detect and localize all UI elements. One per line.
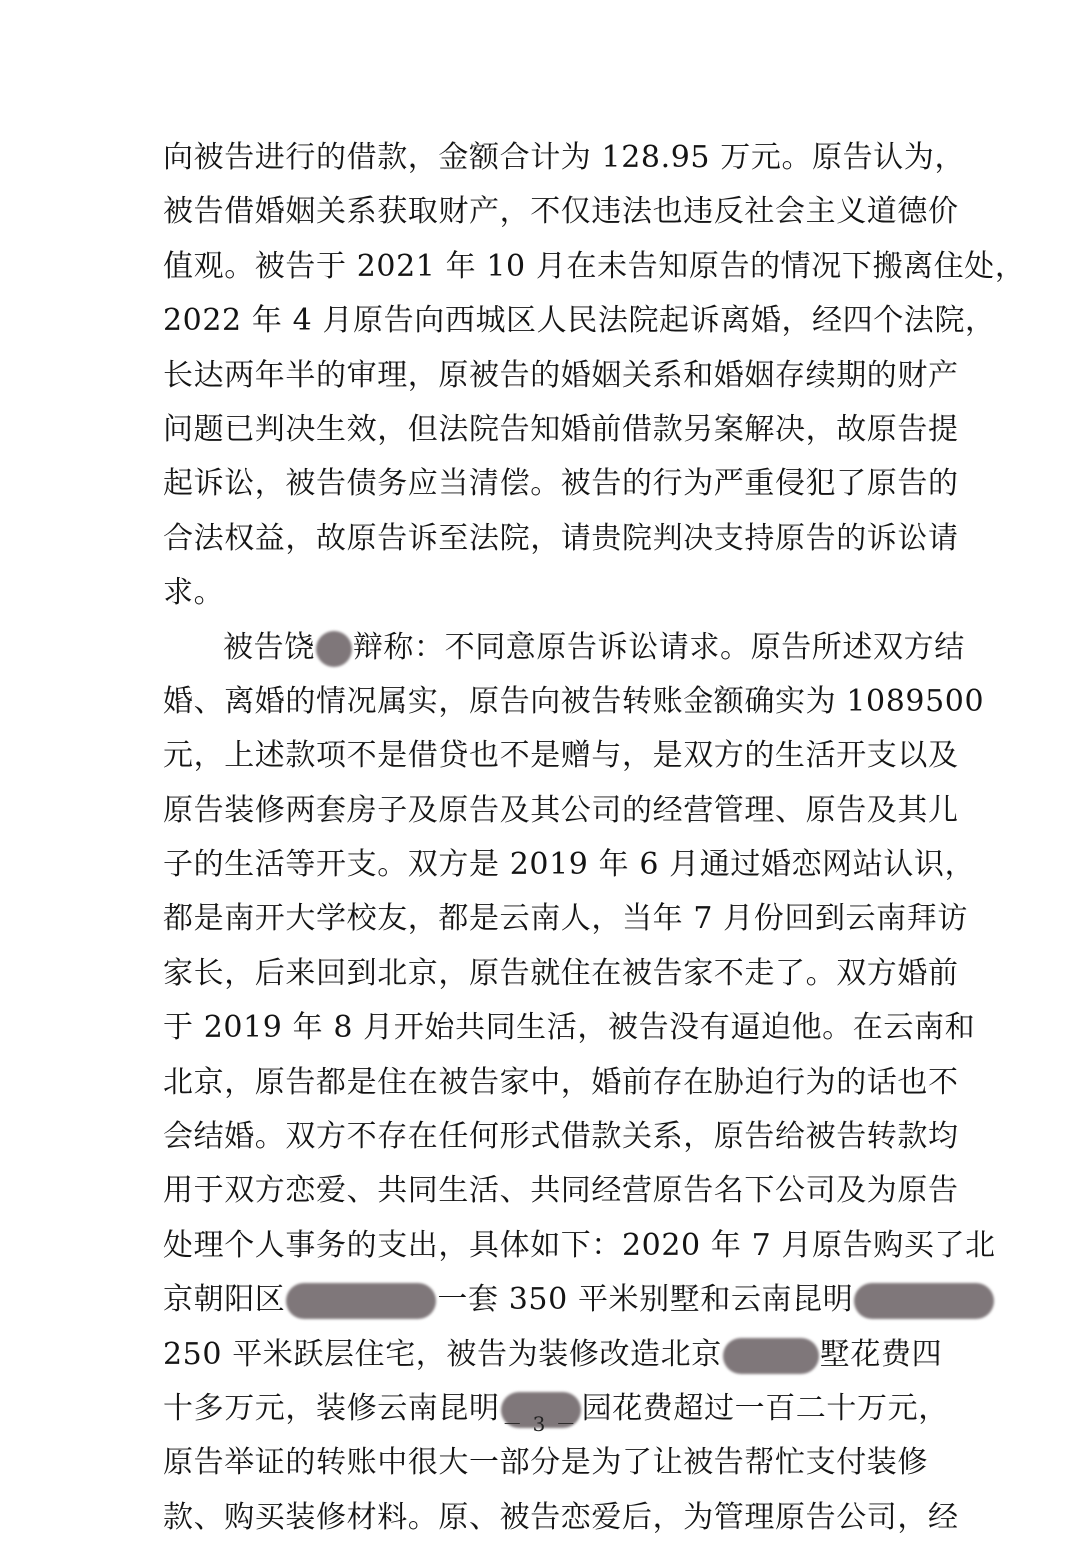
text-line-with-redaction xyxy=(163,1273,923,1327)
text-line: 元，上述款项不是借贷也不是赠与，是双方的生活开支以及 xyxy=(163,738,959,774)
text-line: 会结婚。双方不存在任何形式借款关系，原告给被告转款均 xyxy=(163,1119,959,1155)
text-line: 原告装修两套房子及原告及其公司的经营管理、原告及其儿 xyxy=(163,792,959,828)
text-line: 问题已判决生效，但法院告知婚前借款另案解决，故原告提 xyxy=(163,411,959,447)
body-text xyxy=(163,131,1026,1545)
text-line: 2022 年 4 月原告向西城区人民法院起诉离婚，经四个法院， xyxy=(163,303,996,339)
page-number: － 3 － xyxy=(502,1412,578,1436)
text-line: 起诉讼，被告债务应当清偿。被告的行为严重侵犯了原告的 xyxy=(163,466,959,502)
redaction-mark xyxy=(854,1283,994,1319)
text-line: 用于双方恋爱、共同生活、共同经营原告名下公司及为原告 xyxy=(163,1173,959,1209)
text-segment: 一套 350 平米别墅和云南昆明 xyxy=(437,1282,854,1318)
text-segment: 园花费超过一百二十万元， xyxy=(581,1390,949,1426)
text-line: 款、购买装修材料。原、被告恋爱后，为管理原告公司，经 xyxy=(163,1499,959,1535)
text-line: 家长，后来回到北京，原告就住在被告家不走了。双方婚前 xyxy=(163,955,959,991)
text-line: 于 2019 年 8 月开始共同生活，被告没有逼迫他。在云南和 xyxy=(163,1010,976,1046)
text-segment: 墅花费四 xyxy=(819,1336,943,1372)
text-line: 婚、离婚的情况属实，原告向被告转账金额确实为 1089500 xyxy=(163,683,985,719)
text-line: 长达两年半的审理，原被告的婚姻关系和婚姻存续期的财产 xyxy=(163,357,959,393)
text-line: 值观。被告于 2021 年 10 月在未告知原告的情况下搬离住处， xyxy=(163,248,1026,284)
redaction-mark xyxy=(286,1283,436,1319)
redaction-mark xyxy=(723,1338,819,1374)
text-line: 向被告进行的借款，金额合计为 128.95 万元。原告认为， xyxy=(163,140,966,175)
redaction-mark xyxy=(316,631,352,667)
text-line: 子的生活等开支。双方是 2019 年 6 月通过婚恋网站认识， xyxy=(163,847,976,883)
text-segment: 被告饶 xyxy=(223,629,315,665)
text-segment: 250 平米跃层住宅，被告为装修改造北京 xyxy=(163,1336,722,1372)
text-line: 处理个人事务的支出，具体如下：2020 年 7 月原告购买了北 xyxy=(163,1227,996,1263)
text-line: 被告借婚姻关系获取财产，不仅违法也违反社会主义道德价 xyxy=(163,194,959,230)
text-segment: 十多万元，装修云南昆明 xyxy=(163,1390,500,1426)
text-line: 合法权益，故原告诉至法院，请贵院判决支持原告的诉讼请 xyxy=(163,520,959,556)
text-line: 都是南开大学校友，都是云南人，当年 7 月份回到云南拜访 xyxy=(163,901,968,937)
text-line-with-redaction xyxy=(163,1328,943,1382)
text-segment: 辩称：不同意原告诉讼请求。原告所述双方结 xyxy=(352,629,965,665)
text-line-with-redaction xyxy=(163,621,965,675)
text-line: 求。 xyxy=(163,575,225,611)
text-line: 原告举证的转账中很大一部分是为了让被告帮忙支付装修 xyxy=(163,1445,928,1481)
text-line: 北京，原告都是住在被告家中，婚前存在胁迫行为的话也不 xyxy=(163,1064,959,1100)
text-segment: 京朝阳区 xyxy=(163,1282,286,1318)
